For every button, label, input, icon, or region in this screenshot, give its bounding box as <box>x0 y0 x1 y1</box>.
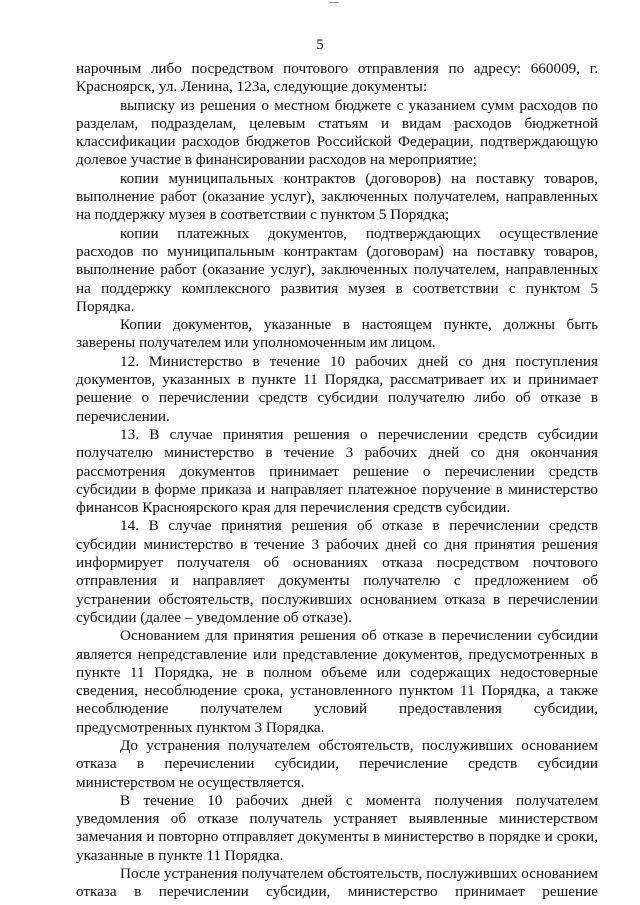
paragraph-resubmission: В течение 10 рабочих дней с момента получения получателем уведомления об отказе получатель устраняет выявленные министерством замечания и повторно отправляет документы в министерство в порядке и сроки, указанные в пункте 11 Порядка. <box>76 791 598 864</box>
page-number: 5 <box>316 37 324 53</box>
paragraph-item-13: 13. В случае принятия решения о перечислении средств субсидии получателю министерство в течение 3 рабочих дней со дня окончания рассмотрения документов принимает решение о перечислении средств субсидии в форме приказа и направляет платежное поручение в министерство финансов Красноярского края для перечисления средств субсидии. <box>76 425 598 517</box>
paragraph-after-elimination: После устранения получателем обстоятельств, послуживших основанием отказа в перечислении субсидии, министерство принимает решение <box>76 865 598 901</box>
paragraph-certification: Копии документов, указанные в настоящем пункте, должны быть заверены получателем или уполномоченным им лицом. <box>76 316 598 352</box>
paragraph-budget-extract: выписку из решения о местном бюджете с указанием сумм расходов по разделам, подразделам, целевым статьям и видам расходов бюджетной классификации расходов бюджетов Российской Федерации, подтверждающую долевое участие в финансировании расходов на мероприятие; <box>76 96 598 169</box>
document-body <box>76 60 598 902</box>
paragraph-item-12: 12. Министерство в течение 10 рабочих дней со дня поступления документов, указанных в пункте 11 Порядка, рассматривает их и принимает решение о перечислении средств субсидии получателю либо об отказе в перечислении. <box>76 352 598 425</box>
paragraph-contract-copies: копии муниципальных контрактов (договоров) на поставку товаров, выполнение работ (оказание услуг), заключенных получателем, направленных на поддержку музея в соответствии с пунктом 5 Порядка; <box>76 169 598 224</box>
paragraph-no-transfer: До устранения получателем обстоятельств, послуживших основанием отказа в перечислении субсидии, перечисление средств субсидии министерством не осуществляется. <box>76 736 598 791</box>
scan-mark <box>329 2 339 3</box>
paragraph-continuation: нарочным либо посредством почтового отправления по адресу: 660009, г. Красноярск, ул. Ленина, 123а, следующие документы: <box>76 60 598 96</box>
paragraph-item-14: 14. В случае принятия решения об отказе в перечислении средств субсидии министерство в течение 3 рабочих дней со дня принятия решения информирует получателя об основаниях отказа посредством почтового отправления и направляет документы получателю с предложением об устранении обстоятельств, послуживших основанием отказа в перечислении субсидии (далее – уведомление об отказе). <box>76 517 598 626</box>
paragraph-refusal-grounds: Основанием для принятия решения об отказе в перечислении субсидии является непредставление или представление документов, предусмотренных в пункте 11 Порядка, не в полном объеме или содержащих недостоверные сведения, несоблюдение срока, установленного пунктом 11 Порядка, а также несоблюдение получателем условий предоставления субсидии, предусмотренных пунктом 3 Порядка. <box>76 627 598 736</box>
paragraph-payment-copies: копии платежных документов, подтверждающих осуществление расходов по муниципальным контрактам (договорам) на поставку товаров, выполнение работ (оказание услуг), заключенных получателем, направленных на поддержку комплексного развития музея в соответствии с пунктом 5 Порядка. <box>76 224 598 315</box>
